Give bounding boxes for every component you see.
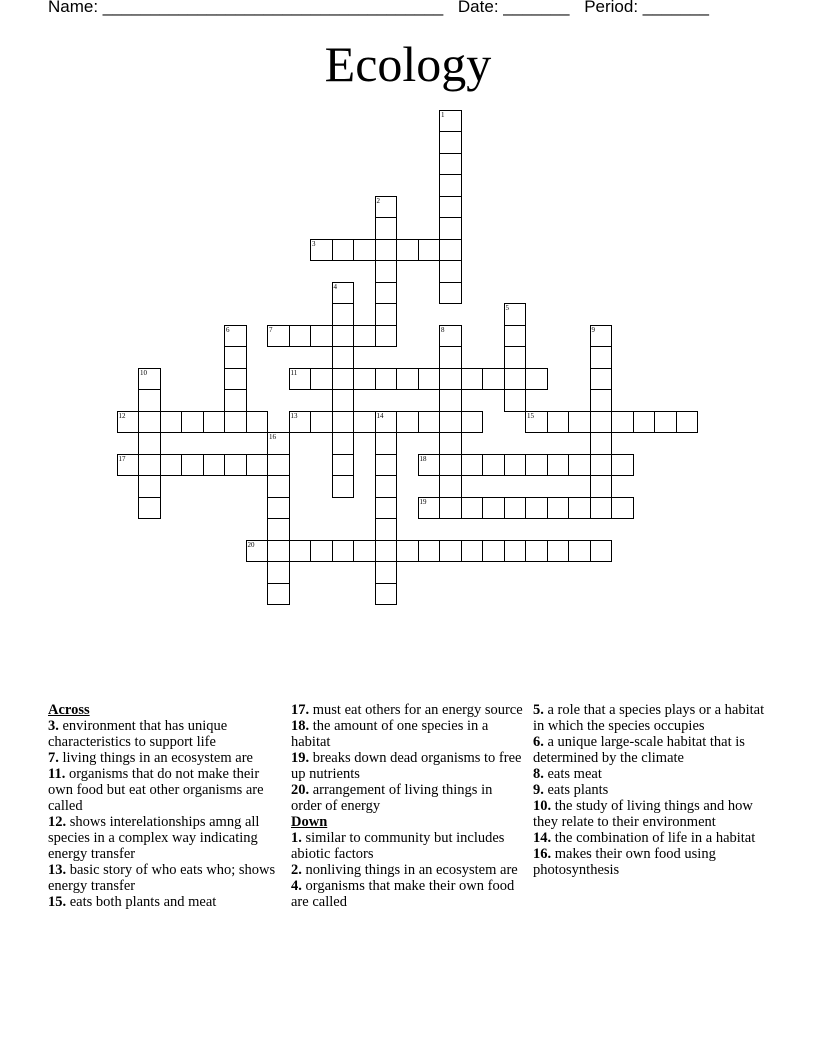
clue-text: the combination of life in a habitat: [554, 830, 756, 846]
crossword-cell[interactable]: [332, 432, 355, 455]
clue-item: [48, 894, 280, 910]
crossword-cell[interactable]: [525, 411, 548, 434]
name-field-label[interactable]: Name: ____________________________________: [48, 0, 444, 16]
crossword-cell[interactable]: [568, 454, 591, 477]
crossword-cell[interactable]: [138, 368, 161, 391]
crossword-cell[interactable]: [547, 454, 570, 477]
clue-number-15: 15: [527, 411, 534, 420]
crossword-cell[interactable]: [525, 540, 548, 563]
crossword-cell[interactable]: [375, 196, 398, 219]
crossword-cell[interactable]: [654, 411, 677, 434]
crossword-cell[interactable]: [504, 303, 527, 326]
crossword-cell[interactable]: [439, 475, 462, 498]
crossword-cell[interactable]: [203, 454, 226, 477]
clue-item: [291, 702, 523, 718]
crossword-cell[interactable]: [203, 411, 226, 434]
clue-item: [533, 830, 765, 846]
crossword-cell[interactable]: [375, 411, 398, 434]
crossword-cell[interactable]: [332, 368, 355, 391]
crossword-cell[interactable]: [224, 368, 247, 391]
clue-text: basic story of who eats who; shows energy transfer: [48, 862, 276, 894]
crossword-cell[interactable]: [224, 411, 247, 434]
clue-number: 10.: [533, 798, 552, 814]
clue-text: organisms that do not make their own food but eat other organisms are called: [48, 766, 264, 814]
crossword-cell[interactable]: [332, 475, 355, 498]
crossword-cell[interactable]: [310, 540, 333, 563]
clue-text: living things in an ecosystem are: [62, 750, 253, 766]
crossword-cell[interactable]: [461, 540, 484, 563]
crossword-cell[interactable]: [267, 540, 290, 563]
clue-text: environment that has unique characteristics to support life: [48, 718, 228, 750]
crossword-cell[interactable]: [375, 239, 398, 262]
crossword-cell[interactable]: [439, 325, 462, 348]
clue-item: [48, 862, 280, 894]
crossword-cell[interactable]: [224, 454, 247, 477]
crossword-cell[interactable]: [504, 325, 527, 348]
clue-column-3: [533, 702, 765, 878]
clue-item: [533, 846, 765, 878]
crossword-cell[interactable]: [310, 325, 333, 348]
crossword-cell[interactable]: [332, 540, 355, 563]
crossword-cell[interactable]: [439, 346, 462, 369]
crossword-cell[interactable]: [418, 239, 441, 262]
crossword-cell[interactable]: [181, 411, 204, 434]
clue-number: 16.: [533, 846, 552, 862]
crossword-cell[interactable]: [439, 432, 462, 455]
crossword-cell[interactable]: [396, 540, 419, 563]
crossword-cell[interactable]: [439, 411, 462, 434]
crossword-cell[interactable]: [246, 411, 269, 434]
crossword-cell[interactable]: [439, 110, 462, 133]
clue-text: shows interelationships amng all species in a complex way indicating energy transfer: [48, 814, 260, 862]
clue-number-7: 7: [269, 325, 273, 334]
crossword-cell[interactable]: [375, 432, 398, 455]
crossword-cell[interactable]: [267, 497, 290, 520]
crossword-cell[interactable]: [590, 432, 613, 455]
clue-number: 12.: [48, 814, 67, 830]
clue-text: makes their own food using photosynthesis: [533, 846, 716, 878]
clue-text: similar to community but includes abiotic factors: [291, 830, 505, 862]
crossword-cell[interactable]: [267, 583, 290, 606]
crossword-cell[interactable]: [590, 540, 613, 563]
crossword-cell[interactable]: [332, 454, 355, 477]
clue-number: 20.: [291, 782, 310, 798]
crossword-cell[interactable]: [611, 411, 634, 434]
clue-number: 9.: [533, 782, 544, 798]
crossword-cell[interactable]: [375, 282, 398, 305]
crossword-cell[interactable]: [590, 475, 613, 498]
clue-item: [48, 718, 280, 750]
clue-number: 7.: [48, 750, 59, 766]
clue-number: 2.: [291, 862, 302, 878]
crossword-cell[interactable]: [590, 497, 613, 520]
crossword-cell[interactable]: [375, 583, 398, 606]
crossword-cell[interactable]: [375, 561, 398, 584]
crossword-cell[interactable]: [138, 411, 161, 434]
date-field-label[interactable]: Date: _______: [457, 0, 570, 16]
crossword-cell[interactable]: [332, 282, 355, 305]
crossword-cell[interactable]: [353, 411, 376, 434]
down-heading: Down: [291, 814, 328, 830]
clue-item: [291, 830, 523, 862]
crossword-cell[interactable]: [504, 368, 527, 391]
crossword-cell[interactable]: [418, 368, 441, 391]
crossword-cell[interactable]: [267, 454, 290, 477]
crossword-cell[interactable]: [439, 131, 462, 154]
clue-number-18: 18: [419, 454, 427, 463]
crossword-cell[interactable]: [375, 303, 398, 326]
crossword-cell[interactable]: [504, 389, 527, 412]
clue-number-3: 3: [312, 239, 316, 248]
crossword-cell[interactable]: [332, 303, 355, 326]
crossword-cell[interactable]: [418, 540, 441, 563]
clue-text: the study of living things and how they relate to their environment: [533, 798, 753, 830]
crossword-cell[interactable]: [375, 475, 398, 498]
crossword-cell[interactable]: [547, 540, 570, 563]
clue-item: [533, 798, 765, 830]
crossword-cell[interactable]: [332, 325, 355, 348]
crossword-cell[interactable]: [375, 497, 398, 520]
crossword-cell[interactable]: [267, 325, 290, 348]
clue-text: a unique large-scale habitat that is determined by the climate: [533, 734, 745, 766]
crossword-cell[interactable]: [246, 454, 269, 477]
crossword-cell[interactable]: [611, 454, 634, 477]
crossword-cell[interactable]: [224, 389, 247, 412]
crossword-cell[interactable]: [375, 454, 398, 477]
crossword-cell[interactable]: [138, 497, 161, 520]
crossword-cell[interactable]: [439, 454, 462, 477]
crossword-cell[interactable]: [267, 518, 290, 541]
crossword-cell[interactable]: [461, 411, 484, 434]
crossword-cell[interactable]: [396, 239, 419, 262]
clue-number-17: 17: [118, 454, 126, 463]
crossword-cell[interactable]: [267, 561, 290, 584]
crossword-cell[interactable]: [590, 411, 613, 434]
crossword-cell[interactable]: [482, 540, 505, 563]
crossword-cell[interactable]: [439, 260, 462, 283]
clue-number-20: 20: [247, 540, 255, 549]
clue-number: 17.: [291, 702, 310, 718]
crossword-cell[interactable]: [568, 411, 591, 434]
page-title: Ecology: [324, 36, 492, 92]
clue-number-13: 13: [290, 411, 298, 420]
crossword-cell[interactable]: [590, 346, 613, 369]
clue-text: organisms that make their own food are called: [291, 878, 515, 910]
crossword-cell[interactable]: [568, 497, 591, 520]
clue-item: [291, 718, 523, 750]
crossword-cell[interactable]: [525, 497, 548, 520]
clue-column-1: [48, 702, 280, 910]
clue-text: a role that a species plays or a habitat in which the species occupies: [533, 702, 765, 734]
crossword-cell[interactable]: [439, 368, 462, 391]
clue-text: nonliving things in an ecosystem are: [305, 862, 518, 878]
crossword-cell[interactable]: [289, 411, 312, 434]
crossword-cell[interactable]: [482, 497, 505, 520]
clue-item: [291, 750, 523, 782]
crossword-cell[interactable]: [504, 454, 527, 477]
clue-number-6: 6: [226, 325, 230, 334]
crossword-cell[interactable]: [439, 217, 462, 240]
crossword-cell[interactable]: [224, 325, 247, 348]
crossword-cell[interactable]: [332, 239, 355, 262]
crossword-cell[interactable]: [353, 540, 376, 563]
clue-number: 18.: [291, 718, 310, 734]
clue-item: [291, 878, 523, 910]
crossword-cell[interactable]: [439, 174, 462, 197]
crossword-cell[interactable]: [461, 368, 484, 391]
clue-item: [48, 750, 280, 766]
clue-number-16: 16: [269, 433, 276, 441]
clue-number: 14.: [533, 830, 552, 846]
crossword-cell[interactable]: [289, 540, 312, 563]
crossword-cell[interactable]: [396, 411, 419, 434]
clue-text: eats meat: [547, 766, 602, 782]
crossword-cell[interactable]: [375, 518, 398, 541]
crossword-cell[interactable]: [310, 368, 333, 391]
crossword-cell[interactable]: [332, 346, 355, 369]
crossword-cell[interactable]: [267, 475, 290, 498]
across-heading: Across: [48, 702, 90, 718]
crossword-cell[interactable]: [590, 325, 613, 348]
crossword-cell[interactable]: [138, 389, 161, 412]
clue-text: must eat others for an energy source: [312, 702, 523, 718]
crossword-cell[interactable]: [353, 325, 376, 348]
crossword-cell[interactable]: [246, 540, 269, 563]
crossword-cell[interactable]: [547, 497, 570, 520]
crossword-cell[interactable]: [504, 346, 527, 369]
crossword-cell[interactable]: [310, 239, 333, 262]
clue-item: [533, 734, 765, 766]
clue-item: [533, 766, 765, 782]
crossword-cell[interactable]: [224, 346, 247, 369]
crossword-cell[interactable]: [289, 325, 312, 348]
crossword-cell[interactable]: [117, 454, 140, 477]
clue-number-12: 12: [118, 411, 126, 420]
clue-number: 5.: [533, 702, 544, 718]
clue-number-19: 19: [419, 497, 427, 506]
crossword-cell[interactable]: [439, 540, 462, 563]
crossword-cell[interactable]: [676, 411, 699, 434]
crossword-cell[interactable]: [439, 282, 462, 305]
crossword-cell[interactable]: [461, 497, 484, 520]
crossword-cell[interactable]: [568, 540, 591, 563]
clue-number-9: 9: [591, 325, 595, 334]
clue-number-14: 14: [376, 411, 384, 420]
crossword-cell[interactable]: [332, 389, 355, 412]
clue-number: 6.: [533, 734, 544, 750]
clue-item: [48, 766, 280, 814]
clue-item: [533, 702, 765, 734]
crossword-cell[interactable]: [375, 540, 398, 563]
clue-item: [291, 782, 523, 814]
crossword-cell[interactable]: [525, 454, 548, 477]
clue-number: 4.: [291, 878, 302, 894]
clue-column-2: [291, 702, 523, 910]
clue-number-2: 2: [376, 196, 380, 205]
clue-text: eats plants: [547, 782, 609, 798]
clue-number: 8.: [533, 766, 544, 782]
crossword-cell[interactable]: [633, 411, 656, 434]
clue-number-10: 10: [140, 368, 147, 377]
crossword-cell[interactable]: [418, 411, 441, 434]
crossword-cell[interactable]: [375, 260, 398, 283]
clue-text: arrangement of living things in order of energy: [291, 782, 493, 814]
crossword-cell[interactable]: [504, 497, 527, 520]
crossword-cell[interactable]: [353, 239, 376, 262]
clue-text: eats both plants and meat: [69, 894, 217, 910]
crossword-cell[interactable]: [138, 454, 161, 477]
crossword-cell[interactable]: [160, 411, 183, 434]
crossword-cell[interactable]: [396, 368, 419, 391]
crossword-cell[interactable]: [439, 239, 462, 262]
crossword-cell[interactable]: [353, 368, 376, 391]
crossword-cell[interactable]: [439, 389, 462, 412]
crossword-cell[interactable]: [160, 454, 183, 477]
crossword-cell[interactable]: [590, 368, 613, 391]
period-field-label[interactable]: Period: _______: [584, 0, 709, 16]
clue-number-5: 5: [505, 304, 509, 312]
crossword-cell[interactable]: [482, 368, 505, 391]
clue-item: [48, 814, 280, 862]
crossword-cell[interactable]: [439, 497, 462, 520]
clue-number: 19.: [291, 750, 310, 766]
clue-item: [291, 862, 523, 878]
clue-number: 13.: [48, 862, 67, 878]
clue-text: the amount of one species in a habitat: [291, 718, 489, 750]
crossword-cell[interactable]: [375, 325, 398, 348]
crossword-cell[interactable]: [590, 389, 613, 412]
crossword-cell[interactable]: [117, 411, 140, 434]
crossword-cell[interactable]: [525, 368, 548, 391]
clue-number: 15.: [48, 894, 67, 910]
clue-number: 1.: [291, 830, 302, 846]
clue-number-1: 1: [441, 110, 445, 119]
crossword-cell[interactable]: [181, 454, 204, 477]
crossword-cell[interactable]: [289, 368, 312, 391]
crossword-cell[interactable]: [332, 411, 355, 434]
crossword-cell[interactable]: [461, 454, 484, 477]
crossword-cell[interactable]: [482, 454, 505, 477]
crossword-cell[interactable]: [590, 454, 613, 477]
crossword-cell[interactable]: [310, 411, 333, 434]
crossword-cell[interactable]: [267, 432, 290, 455]
crossword-cell[interactable]: [611, 497, 634, 520]
clue-number-4: 4: [333, 282, 337, 291]
crossword-cell[interactable]: [439, 196, 462, 219]
crossword-cell[interactable]: [504, 540, 527, 563]
clue-text: breaks down dead organisms to free up nutrients: [291, 750, 522, 782]
clue-number-11: 11: [290, 368, 298, 377]
clue-item: [533, 782, 765, 798]
clue-number: 3.: [48, 718, 59, 734]
crossword-cell[interactable]: [375, 368, 398, 391]
crossword-cell[interactable]: [138, 475, 161, 498]
crossword-cell[interactable]: [418, 497, 441, 520]
crossword-cell[interactable]: [547, 411, 570, 434]
crossword-cell[interactable]: [375, 217, 398, 240]
clue-number: 11.: [48, 766, 66, 782]
clue-number-8: 8: [441, 325, 445, 334]
crossword-cell[interactable]: [138, 432, 161, 455]
crossword-cell[interactable]: [418, 454, 441, 477]
crossword-cell[interactable]: [439, 153, 462, 176]
